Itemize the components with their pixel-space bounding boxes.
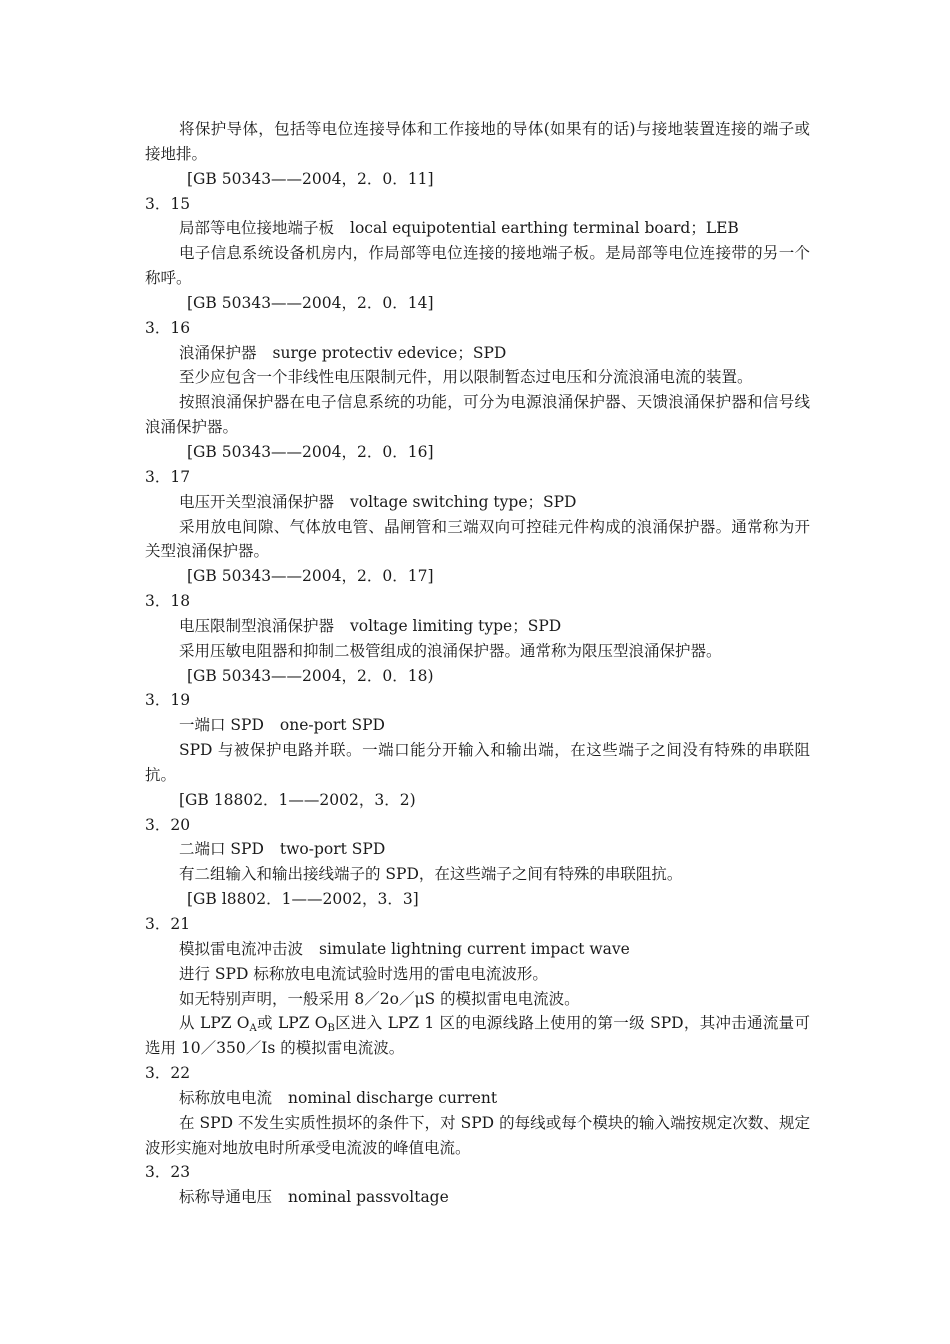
term-heading [145,713,810,738]
paragraph: 采用放电间隙、气体放电管、晶闸管和三端双向可控硅元件构成的浪涌保护器。通常称为开关型浪涌保护器。 [145,517,810,561]
paragraph: 如无特别声明，一般采用 8／2ο／μS 的模拟雷电电流波。 [179,989,580,1008]
term-heading [145,341,810,366]
clause-number: 3．18 [145,592,191,611]
paragraph: 有二组输入和输出接线端子的 SPD，在这些端子之间有特殊的串联阻抗。 [179,865,683,884]
clause-number: 3．21 [145,915,191,933]
term-chinese: 局部等电位接地端子板 [179,219,335,238]
paragraph: SPD 与被保护电路并联。一端口能分开输入和输出端，在这些端子之间没有特殊的串联阻抗。 [145,741,810,784]
subscript: B [327,1023,335,1035]
text-run: 区进入 LPZ 1 区的电源线路上使用的第一级 SPD，其冲击通流量可选用 10／350／Is 的模拟雷电流波。 [145,1014,810,1058]
term-heading [145,937,810,962]
term-heading [145,837,810,862]
term-heading [145,216,810,241]
clause-number: 3．17 [145,467,191,486]
text-run: 从 LPZ O [179,1014,250,1033]
clause-number: 3．19 [145,691,191,710]
term-chinese: 标称放电电流 [179,1088,273,1107]
term-heading [145,614,810,639]
paragraph: 电子信息系统设备机房内，作局部等电位连接的接地端子板。是局部等电位连接带的另一个称呼。 [145,244,810,288]
term-english: one-port SPD [279,716,385,735]
term-english: local equipotential earthing terminal board；LEB [350,219,739,238]
paragraph [145,1011,810,1061]
term-english: nominal discharge current [288,1088,498,1107]
reference-citation: [GB 50343——2004，2．0．17] [187,567,434,586]
term-heading [145,1185,810,1210]
reference-citation: [GB 50343——2004，2．0．18) [187,666,434,685]
term-chinese: 电压限制型浪涌保护器 [179,616,335,635]
paragraph: 按照浪涌保护器在电子信息系统的功能，可分为电源浪涌保护器、天馈浪涌保护器和信号线浪涌保护器。 [145,393,810,437]
term-english: voltage limiting type；SPD [350,616,562,635]
term-english: two-port SPD [279,840,386,859]
term-chinese: 二端口 SPD [179,840,264,859]
reference-citation: [GB 50343——2004，2．0．11] [187,169,434,188]
paragraph: 在 SPD 不发生实质性损坏的条件下，对 SPD 的每线或每个模块的输入端按规定次数、规定波形实施对地放电时所承受电流波的峰值电流。 [145,1113,810,1157]
reference-citation: [GB 50343——2004，2．0．16] [187,442,434,461]
document-page [145,117,810,1210]
clause-number: 3．15 [145,194,191,213]
reference-citation: [GB 50343——2004，2．0．14] [187,293,434,312]
clause-number: 3．23 [145,1163,191,1182]
paragraph: 至少应包含一个非线性电压限制元件，用以限制暂态过电压和分流浪涌电流的装置。 [179,368,753,387]
term-chinese: 一端口 SPD [179,716,264,735]
clause-number: 3．16 [145,318,191,337]
reference-citation: [GB l8802．1——2002，3．3] [187,890,419,909]
term-english: surge protectiv edevice；SPD [272,343,507,362]
clause-number: 3．20 [145,815,191,834]
paragraph: 将保护导体，包括等电位连接导体和工作接地的导体(如果有的话)与接地装置连接的端子或接地排。 [145,120,810,163]
paragraph: 采用压敏电阻器和抑制二极管组成的浪涌保护器。通常称为限压型浪涌保护器。 [179,641,722,660]
text-run: 或 LPZ O [256,1014,328,1033]
term-chinese: 标称导通电压 [179,1188,273,1207]
term-heading [145,1086,810,1111]
term-chinese: 浪涌保护器 [179,343,257,362]
paragraph: 进行 SPD 标称放电电流试验时选用的雷电电流波形。 [179,964,548,983]
term-heading [145,490,810,515]
term-chinese: 模拟雷电流冲击波 [179,939,304,958]
term-english: nominal passvoltage [288,1188,449,1207]
term-chinese: 电压开关型浪涌保护器 [179,492,335,511]
subscript: A [249,1023,257,1035]
clause-number: 3．22 [145,1064,191,1083]
term-english: voltage switching type；SPD [350,492,577,511]
term-english: simulate lightning current impact wave [319,939,630,958]
reference-citation: [GB 18802．1——2002，3．2) [179,790,416,809]
